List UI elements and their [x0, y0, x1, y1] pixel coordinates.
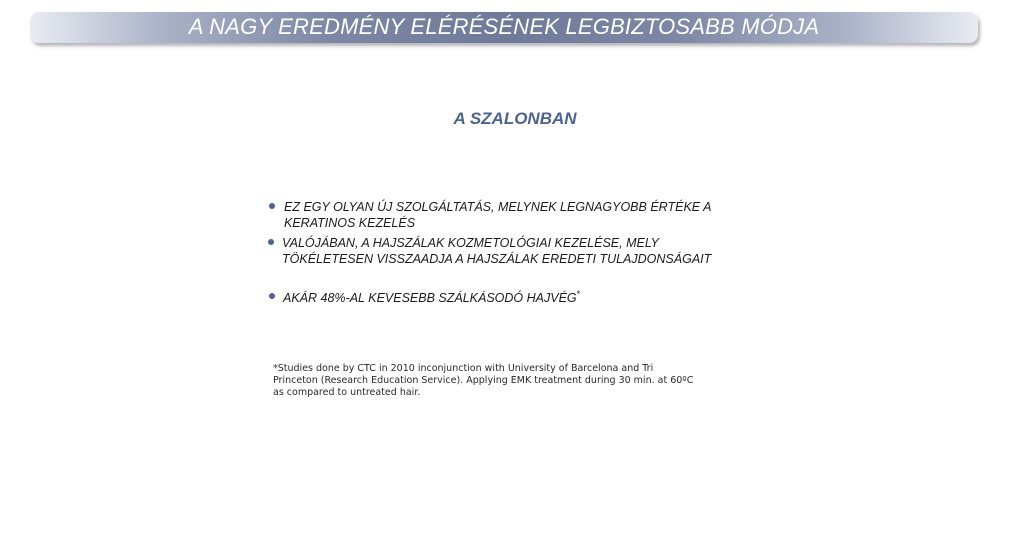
footnote-marker: * — [273, 363, 278, 374]
footnote-line-1-text: Studies done by CTC in 2010 inconjunction with University of Barcelona and Tri — [277, 363, 654, 374]
footnote — [273, 363, 693, 399]
bullet-item-3 — [283, 290, 580, 306]
bullet-item-1 — [284, 199, 711, 231]
bullet-dot-icon — [269, 203, 275, 209]
page-title: A NAGY EREDMÉNY ELÉRÉSÉNEK LEGBIZTOSABB MÓDJA — [188, 14, 820, 39]
bullet-dot-icon — [268, 239, 274, 245]
bullet-item-3-text: AKÁR 48%-AL KEVESEBB SZÁLKÁSODÓ HAJVÉG — [283, 291, 577, 305]
bullet-dot-icon — [269, 293, 275, 299]
bullet-item-2 — [282, 235, 711, 267]
footnote-line-1 — [273, 363, 693, 375]
footnote-reference-marker: * — [576, 289, 581, 299]
footnote-line-3: as compared to untreated hair. — [273, 387, 421, 398]
bullet-item-2-line-2: TÖKÉLETESEN VISSZAADJA A HAJSZÁLAK EREDETI TULAJDONSÁGAIT — [282, 252, 712, 266]
bullet-item-1-line-1: EZ EGY OLYAN ÚJ SZOLGÁLTATÁS, MELYNEK LEGNAGYOBB ÉRTÉKE A — [284, 200, 712, 214]
footnote-line-2: Princeton (Research Education Service). Applying EMK treatment during 30 min. at 60ºC — [273, 375, 694, 386]
bullet-item-2-line-1: VALÓJÁBAN, A HAJSZÁLAK KOZMETOLÓGIAI KEZELÉSE, MELY — [282, 236, 659, 250]
title-banner — [30, 12, 978, 43]
bullet-item-1-line-2: KERATINOS KEZELÉS — [284, 216, 416, 230]
section-subtitle: A SZALONBAN — [453, 109, 577, 128]
